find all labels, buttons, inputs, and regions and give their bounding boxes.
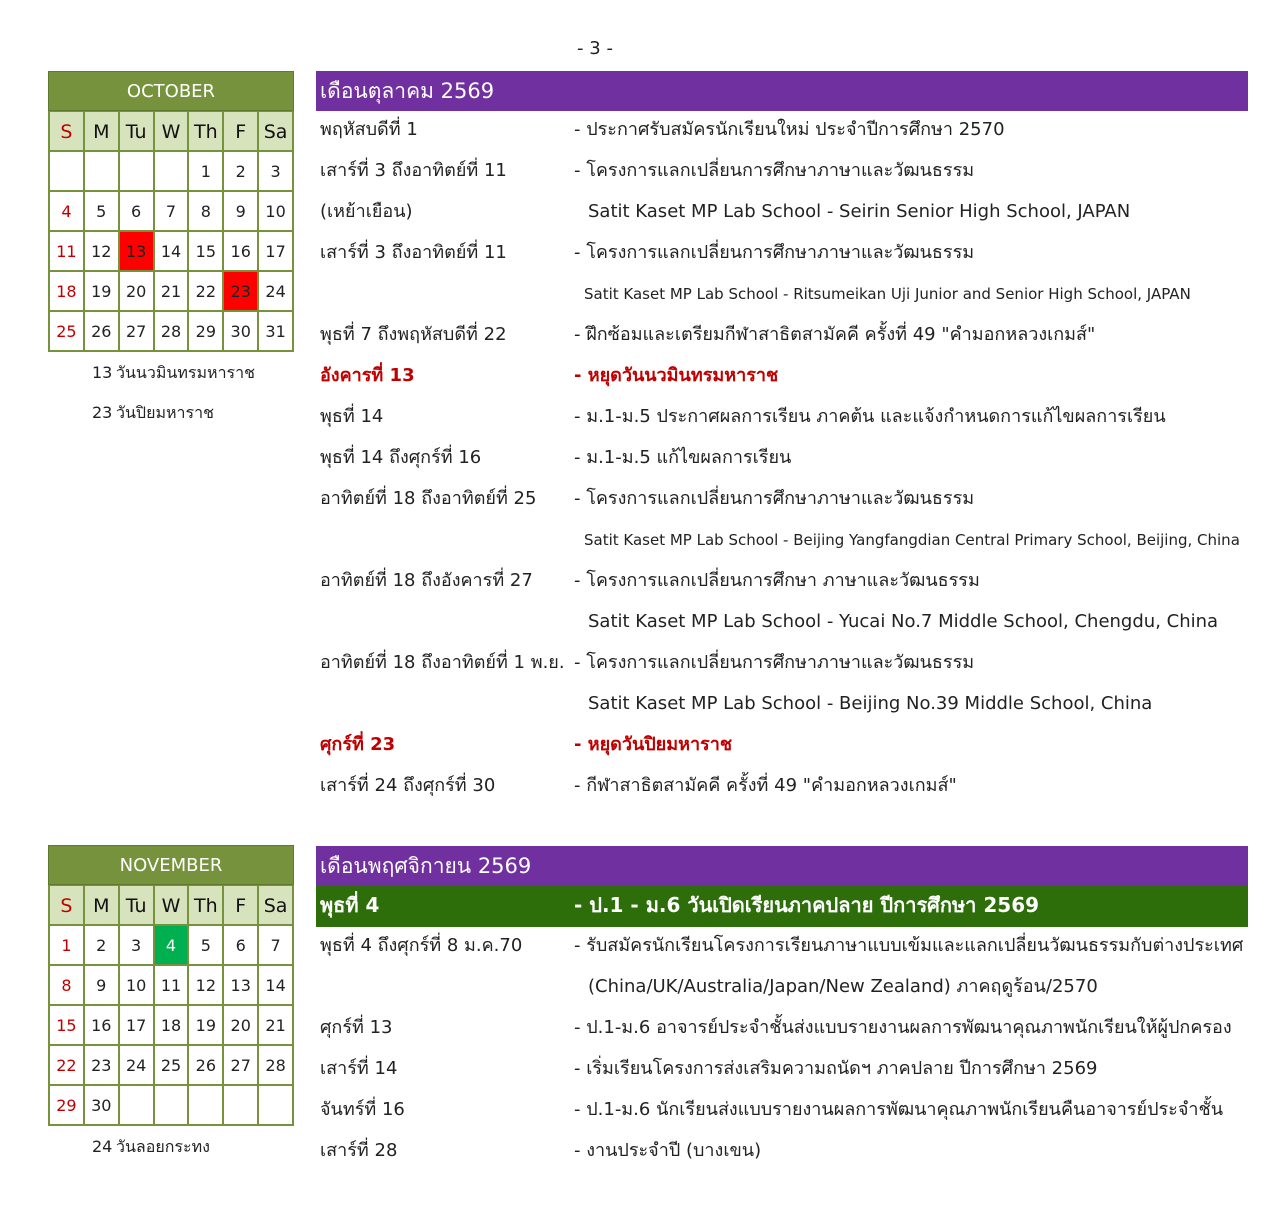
calendar-day: 1 [189,152,224,192]
event-date: เสาร์ที่ 14 [320,1058,398,1079]
event-list [316,111,1248,808]
event-row [316,968,1248,1009]
holiday-note-text: วันปิยมหาราช [116,403,214,422]
calendar-day: 13 [120,232,155,272]
calendar-day: 17 [259,232,294,272]
event-row [316,521,1248,562]
calendar-empty-cell [50,152,85,192]
event-row [316,234,1248,275]
calendar-weekday-header: Sa [259,886,294,926]
holiday-note [48,362,294,402]
calendar-weekday-header: F [224,886,259,926]
calendar-month-title: NOVEMBER [48,845,294,885]
event-description: - ม.1-ม.5 แก้ไขผลการเรียน [574,447,792,468]
calendar-day: 11 [50,232,85,272]
event-description: - โครงการแลกเปลี่ยนการศึกษา ภาษาและวัฒนธรรม [574,570,980,591]
calendar-day: 14 [259,966,294,1006]
calendar-day: 4 [155,926,190,966]
calendar-day: 14 [155,232,190,272]
calendar-day: 3 [120,926,155,966]
event-date: เสาร์ที่ 28 [320,1140,398,1161]
calendar-day: 12 [85,232,120,272]
calendar-empty-cell [224,1086,259,1126]
calendar-day: 15 [50,1006,85,1046]
event-date: ศุกร์ที่ 13 [320,1017,393,1038]
event-row [316,152,1248,193]
calendar-day: 24 [120,1046,155,1086]
calendar-day: 10 [259,192,294,232]
event-description: Satit Kaset MP Lab School - Seirin Senior High School, JAPAN [588,201,1131,222]
calendar-day: 6 [224,926,259,966]
calendar-day: 8 [189,192,224,232]
holiday-note-day: 13 [92,363,113,382]
calendar-day: 5 [189,926,224,966]
event-row [316,927,1248,968]
calendar-weekday-header: F [224,112,259,152]
calendar-day: 19 [85,272,120,312]
calendar-day: 26 [189,1046,224,1086]
calendar-day: 7 [155,192,190,232]
event-description: - ฝึกซ้อมและเตรียมกีฬาสาธิตสามัคคี ครั้งที่ 49 "คำมอกหลวงเกมส์" [574,324,1096,345]
event-description: - โครงการแลกเปลี่ยนการศึกษาภาษาและวัฒนธรรม [574,652,975,673]
calendar-day: 9 [85,966,120,1006]
calendar-weekday-header: W [155,112,190,152]
event-row [316,439,1248,480]
calendar-empty-cell [120,152,155,192]
calendar-weekday-header: M [85,112,120,152]
event-row [316,767,1248,808]
event-description: - เริ่มเรียนโครงการส่งเสริมความถนัดฯ ภาคปลาย ปีการศึกษา 2569 [574,1058,1098,1079]
event-row [316,193,1248,234]
calendar-day: 8 [50,966,85,1006]
calendar-empty-cell [259,1086,294,1126]
mini-calendar-october [48,71,294,442]
calendar-day: 28 [259,1046,294,1086]
mini-calendar-november [48,845,294,1176]
holiday-note-text: วันลอยกระทง [116,1137,210,1156]
event-date: อาทิตย์ที่ 18 ถึงอาทิตย์ที่ 1 พ.ย. [320,652,565,673]
event-description: Satit Kaset MP Lab School - Ritsumeikan Uji Junior and Senior High School, JAPAN [584,285,1191,303]
event-row [316,1132,1248,1173]
calendar-day: 18 [155,1006,190,1046]
calendar-empty-cell [155,152,190,192]
event-description: Satit Kaset MP Lab School - Yucai No.7 Middle School, Chengdu, China [588,611,1219,632]
event-row [316,1009,1248,1050]
events-october [316,71,1248,808]
calendar-weekday-header: Tu [120,886,155,926]
event-description: - ประกาศรับสมัครนักเรียนใหม่ ประจำปีการศึกษา 2570 [574,119,1005,140]
calendar-day: 20 [120,272,155,312]
event-description: - ป.1-ม.6 อาจารย์ประจำชั้นส่งแบบรายงานผลการพัฒนาคุณภาพนักเรียนให้ผู้ปกครอง [574,1017,1232,1038]
calendar-day: 4 [50,192,85,232]
holiday-note-text: วันนวมินทรมหาราช [116,363,255,382]
calendar-weekday-header: M [85,886,120,926]
event-row [316,886,1248,927]
event-description: - โครงการแลกเปลี่ยนการศึกษาภาษาและวัฒนธรรม [574,488,975,509]
event-description: - ป.1-ม.6 นักเรียนส่งแบบรายงานผลการพัฒนาคุณภาพนักเรียนคืนอาจารย์ประจำชั้น [574,1099,1224,1120]
event-date: อังคารที่ 13 [320,365,415,386]
calendar-day: 10 [120,966,155,1006]
section-title: เดือนตุลาคม 2569 [316,71,1248,111]
calendar-day: 3 [259,152,294,192]
section-title: เดือนพฤศจิกายน 2569 [316,846,1248,886]
event-description: (China/UK/Australia/Japan/New Zealand) ภาคฤดูร้อน/2570 [588,976,1098,997]
calendar-day: 27 [120,312,155,352]
event-date: (เหย้าเยือน) [320,201,413,222]
calendar-day: 7 [259,926,294,966]
calendar-day: 30 [85,1086,120,1126]
calendar-day: 29 [189,312,224,352]
event-description: - ม.1-ม.5 ประกาศผลการเรียน ภาคต้น และแจ้งกำหนดการแก้ไขผลการเรียน [574,406,1166,427]
event-date: พุธที่ 14 ถึงศุกร์ที่ 16 [320,447,482,468]
calendar-day: 15 [189,232,224,272]
calendar-day: 26 [85,312,120,352]
event-date: พุธที่ 4 ถึงศุกร์ที่ 8 ม.ค.70 [320,935,523,956]
calendar-empty-cell [189,1086,224,1126]
event-row [316,562,1248,603]
holiday-note-day: 23 [92,403,113,422]
calendar-day: 6 [120,192,155,232]
event-date: เสาร์ที่ 24 ถึงศุกร์ที่ 30 [320,775,496,796]
event-date: พุธที่ 4 [320,893,380,917]
event-row [316,111,1248,152]
calendar-weekday-header: S [50,112,85,152]
event-description: - โครงการแลกเปลี่ยนการศึกษาภาษาและวัฒนธรรม [574,242,975,263]
event-row [316,316,1248,357]
calendar-day: 22 [189,272,224,312]
event-date: เสาร์ที่ 3 ถึงอาทิตย์ที่ 11 [320,242,507,263]
event-row [316,603,1248,644]
calendar-day: 23 [224,272,259,312]
calendar-day: 20 [224,1006,259,1046]
event-description: - งานประจำปี (บางเขน) [574,1140,762,1161]
holiday-note-day: 24 [92,1137,113,1156]
calendar-empty-cell [120,1086,155,1126]
calendar-grid [48,885,294,1126]
event-description: Satit Kaset MP Lab School - Beijing Yangfangdian Central Primary School, Beijing, China [584,531,1240,549]
page-number: - 3 - [577,38,613,59]
calendar-day: 28 [155,312,190,352]
event-description: - โครงการแลกเปลี่ยนการศึกษาภาษาและวัฒนธรรม [574,160,975,181]
event-row [316,726,1248,767]
calendar-empty-cell [85,152,120,192]
calendar-day: 16 [224,232,259,272]
event-row [316,275,1248,316]
event-date: พฤหัสบดีที่ 1 [320,119,418,140]
calendar-day: 1 [50,926,85,966]
calendar-day: 18 [50,272,85,312]
event-description: Satit Kaset MP Lab School - Beijing No.39 Middle School, China [588,693,1153,714]
calendar-day: 25 [155,1046,190,1086]
event-row [316,1091,1248,1132]
calendar-day: 13 [224,966,259,1006]
calendar-weekday-header: Th [189,112,224,152]
event-date: พุธที่ 7 ถึงพฤหัสบดีที่ 22 [320,324,507,345]
event-description: - ป.1 - ม.6 วันเปิดเรียนภาคปลาย ปีการศึกษา 2569 [574,893,1040,917]
event-date: เสาร์ที่ 3 ถึงอาทิตย์ที่ 11 [320,160,507,181]
calendar-day: 17 [120,1006,155,1046]
calendar-day: 31 [259,312,294,352]
calendar-weekday-header: Th [189,886,224,926]
event-row [316,480,1248,521]
event-description: - หยุดวันนวมินทรมหาราช [574,365,779,386]
event-description: - กีฬาสาธิตสามัคคี ครั้งที่ 49 "คำมอกหลวงเกมส์" [574,775,957,796]
event-row [316,644,1248,685]
event-list [316,886,1248,1173]
holiday-note [48,402,294,442]
calendar-day: 16 [85,1006,120,1046]
calendar-day: 23 [85,1046,120,1086]
event-description: - หยุดวันปิยมหาราช [574,734,733,755]
calendar-day: 2 [85,926,120,966]
event-row [316,398,1248,439]
calendar-day: 24 [259,272,294,312]
calendar-day: 30 [224,312,259,352]
calendar-day: 2 [224,152,259,192]
calendar-day: 29 [50,1086,85,1126]
calendar-empty-cell [155,1086,190,1126]
calendar-day: 22 [50,1046,85,1086]
events-november [316,846,1248,1173]
calendar-day: 5 [85,192,120,232]
calendar-day: 21 [155,272,190,312]
event-date: จันทร์ที่ 16 [320,1099,405,1120]
calendar-weekday-header: Tu [120,112,155,152]
calendar-day: 21 [259,1006,294,1046]
calendar-day: 9 [224,192,259,232]
calendar-weekday-header: Sa [259,112,294,152]
calendar-day: 19 [189,1006,224,1046]
event-date: ศุกร์ที่ 23 [320,734,396,755]
calendar-weekday-header: S [50,886,85,926]
calendar-day: 11 [155,966,190,1006]
event-row [316,357,1248,398]
event-date: อาทิตย์ที่ 18 ถึงอาทิตย์ที่ 25 [320,488,537,509]
event-date: พุธที่ 14 [320,406,384,427]
calendar-day: 27 [224,1046,259,1086]
holiday-note [48,1136,294,1176]
event-description: - รับสมัครนักเรียนโครงการเรียนภาษาแบบเข้มและแลกเปลี่ยนวัฒนธรรมกับต่างประเทศ [574,935,1244,956]
calendar-month-title: OCTOBER [48,71,294,111]
calendar-grid [48,111,294,352]
calendar-holiday-notes [48,362,294,442]
calendar-day: 12 [189,966,224,1006]
event-date: อาทิตย์ที่ 18 ถึงอังคารที่ 27 [320,570,533,591]
event-row [316,685,1248,726]
calendar-day: 25 [50,312,85,352]
calendar-holiday-notes [48,1136,294,1176]
calendar-weekday-header: W [155,886,190,926]
event-row [316,1050,1248,1091]
